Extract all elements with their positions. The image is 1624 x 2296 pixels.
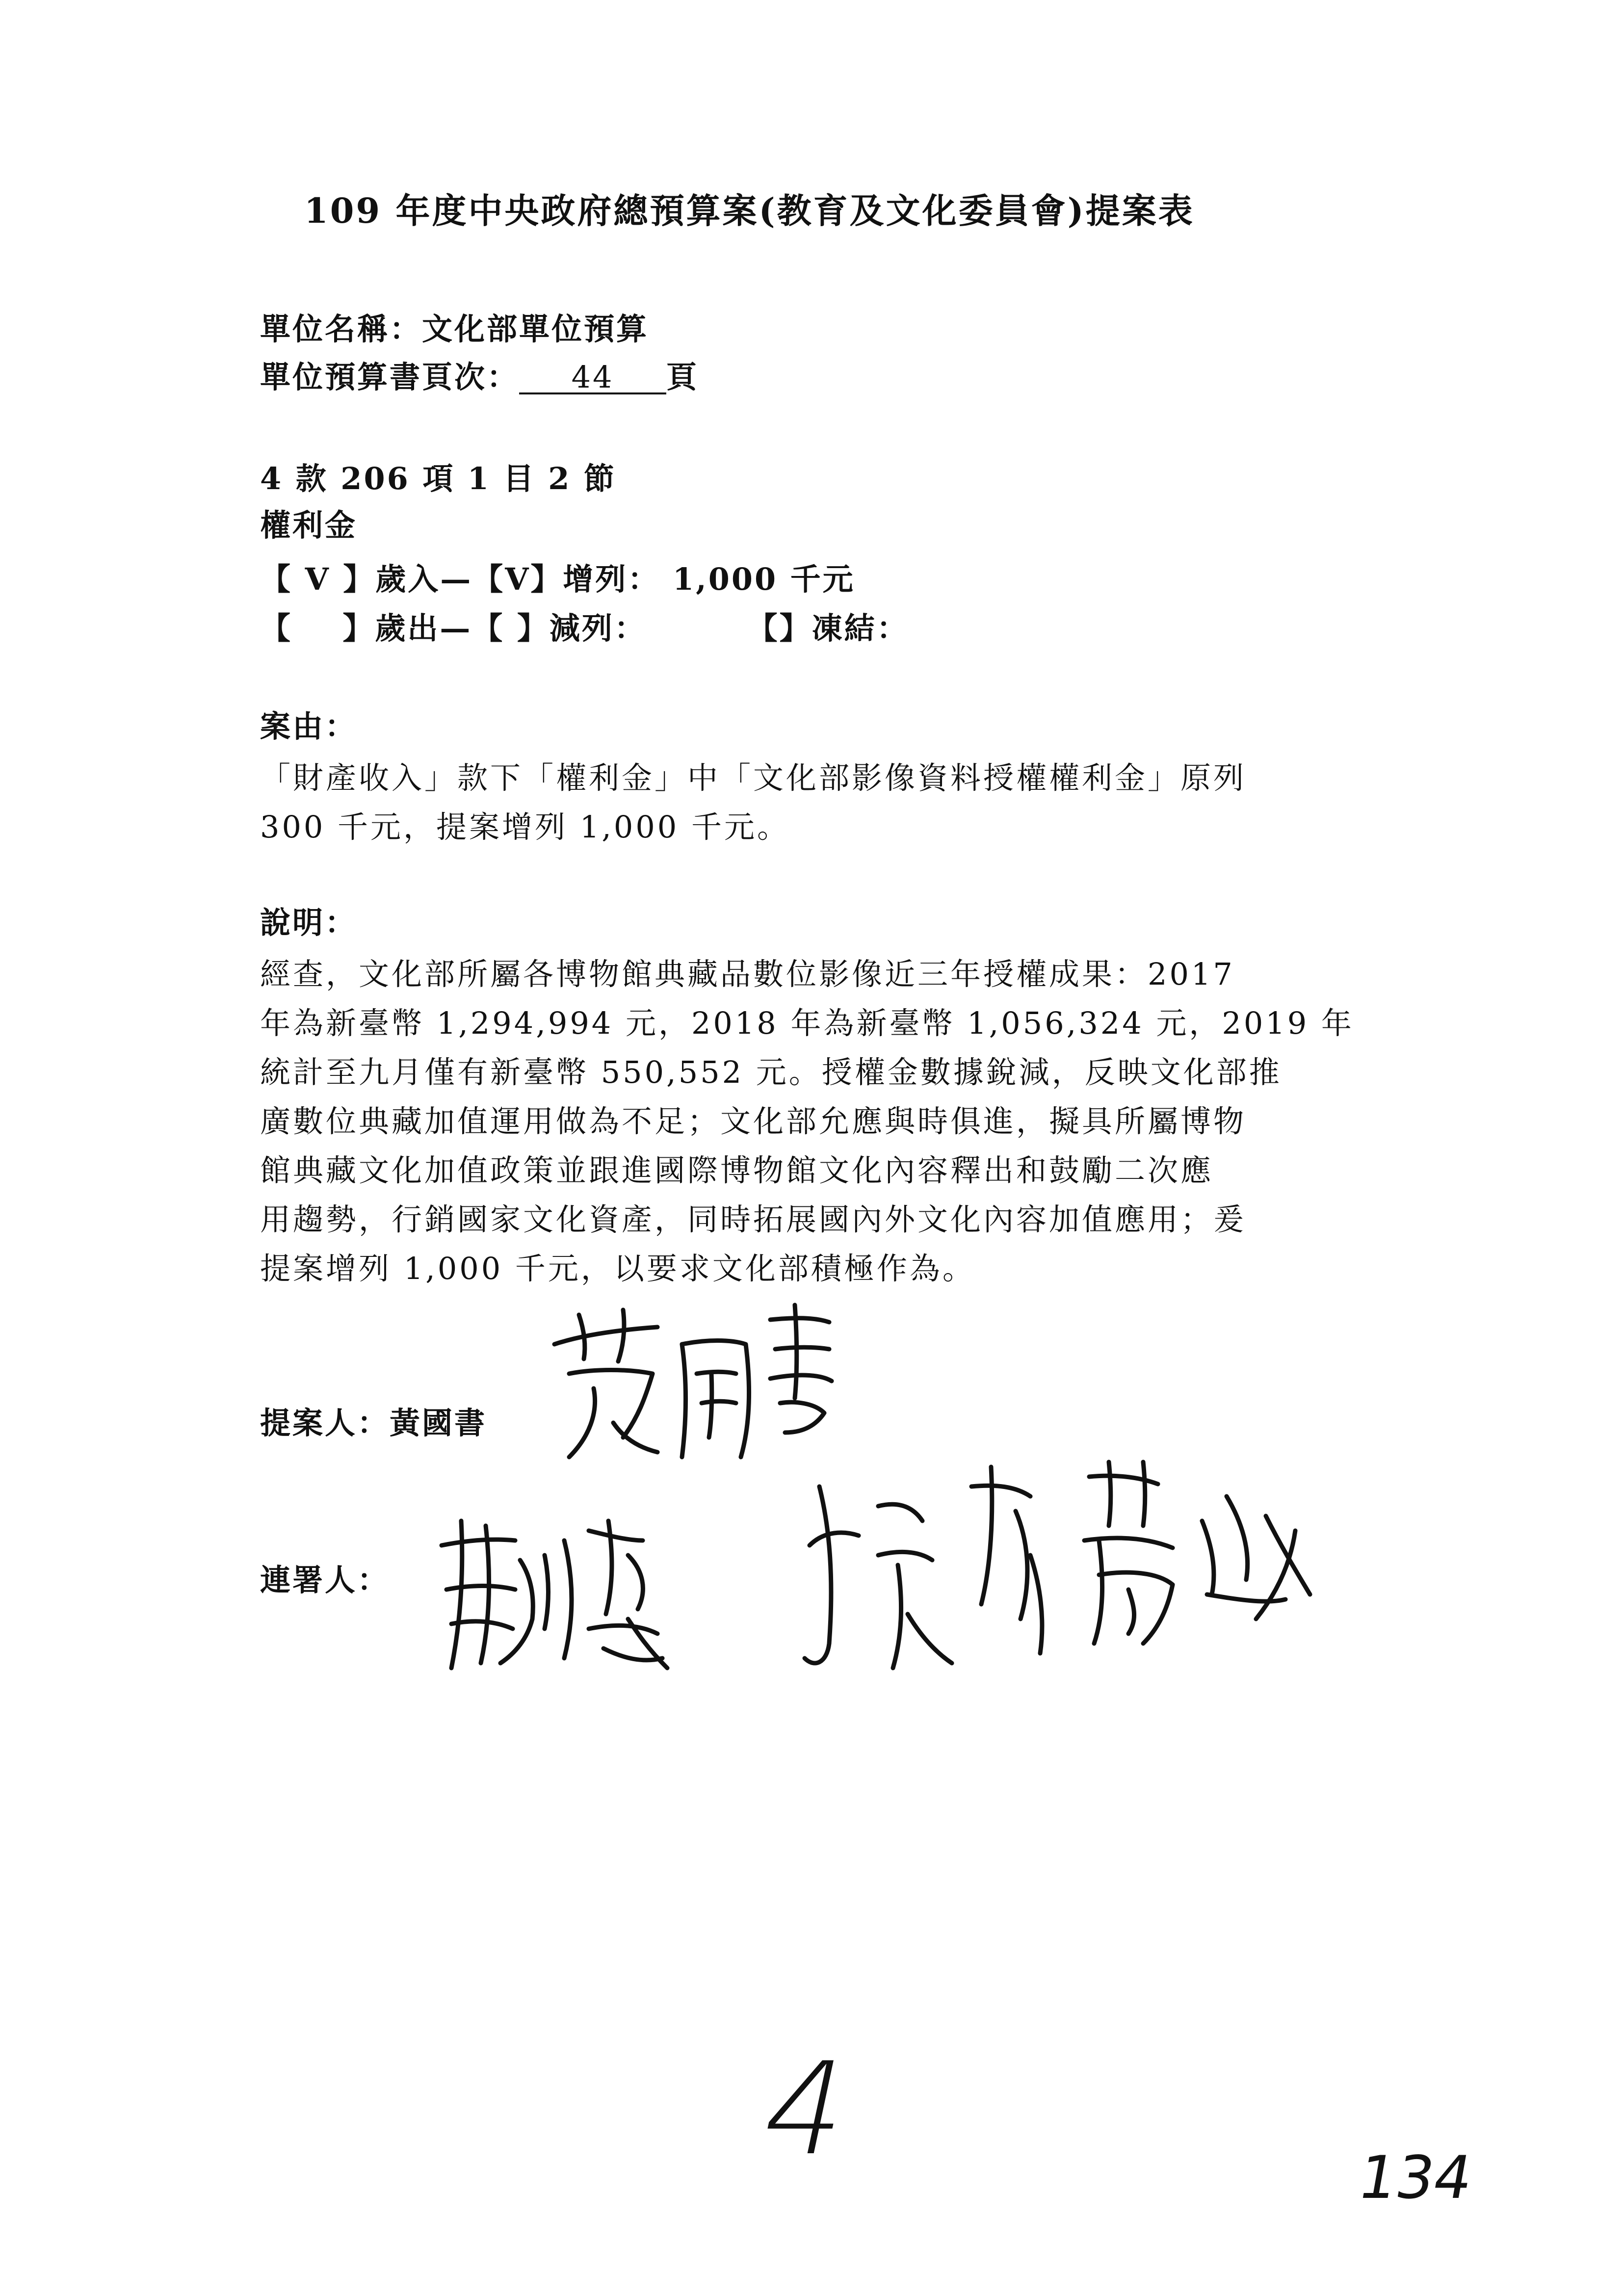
explanation-line: 經查，文化部所屬各博物館典藏品數位影像近三年授權成果：2017 xyxy=(260,956,1235,992)
explanation-line: 用趨勢，行銷國家文化資產，同時拓展國內外文化內容加值應用；爰 xyxy=(260,1201,1247,1237)
expense-line: 【 】歲出—【 】減列： 【】凍結： xyxy=(260,610,909,646)
item-name: 權利金 xyxy=(260,507,358,543)
explanation-line: 統計至九月僅有新臺幣 550,552 元。授權金數據銳減，反映文化部推 xyxy=(260,1054,1282,1090)
proposer-label: 提案人：黃國書 xyxy=(260,1405,487,1441)
explanation-line: 年為新臺幣 1,294,994 元，2018 年為新臺幣 1,056,324 元，2019 年 xyxy=(260,1005,1354,1041)
cosigner-signature-1 xyxy=(432,1511,707,1688)
handwritten-number: 4 xyxy=(749,2035,863,2184)
unit-name-label: 單位名稱： xyxy=(260,311,422,347)
proposer-signature xyxy=(540,1300,834,1477)
explanation-heading: 說明： xyxy=(260,905,358,940)
explanation-line: 提案增列 1,000 千元，以要求文化部積極作為。 xyxy=(260,1251,975,1286)
page-ref-label: 單位預算書頁次： xyxy=(260,359,520,395)
reason-line: 300 千元，提案增列 1,000 千元。 xyxy=(260,809,790,845)
page-ref-value: 44 xyxy=(519,362,666,394)
reason-line: 「財產收入」款下「權利金」中「文化部影像資料授權權利金」原列 xyxy=(260,760,1247,796)
explanation-line: 廣數位典藏加值運用做為不足；文化部允應與時俱進，擬具所屬博物 xyxy=(260,1103,1247,1139)
page-title: 109 年度中央政府總預算案(教育及文化委員會)提案表 xyxy=(304,190,1195,231)
reason-heading: 案由： xyxy=(260,708,358,744)
unit-name-line xyxy=(260,311,649,347)
unit-name: 文化部單位預算 xyxy=(422,311,649,347)
page-ref-line xyxy=(260,359,699,395)
cosigner-label: 連署人： xyxy=(260,1562,390,1598)
page-ref-suffix: 頁 xyxy=(666,359,699,395)
explanation-line: 館典藏文化加值政策並跟進國際博物館文化內容釋出和鼓勵二次應 xyxy=(260,1152,1214,1188)
cosigner-signature-2 xyxy=(785,1457,1325,1683)
revenue-line: 【 V 】歲入—【V】增列： 1,000 千元 xyxy=(260,561,855,597)
page-number: 134 xyxy=(1353,2144,1478,2212)
item-code: 4 款 206 項 1 目 2 節 xyxy=(260,461,616,496)
